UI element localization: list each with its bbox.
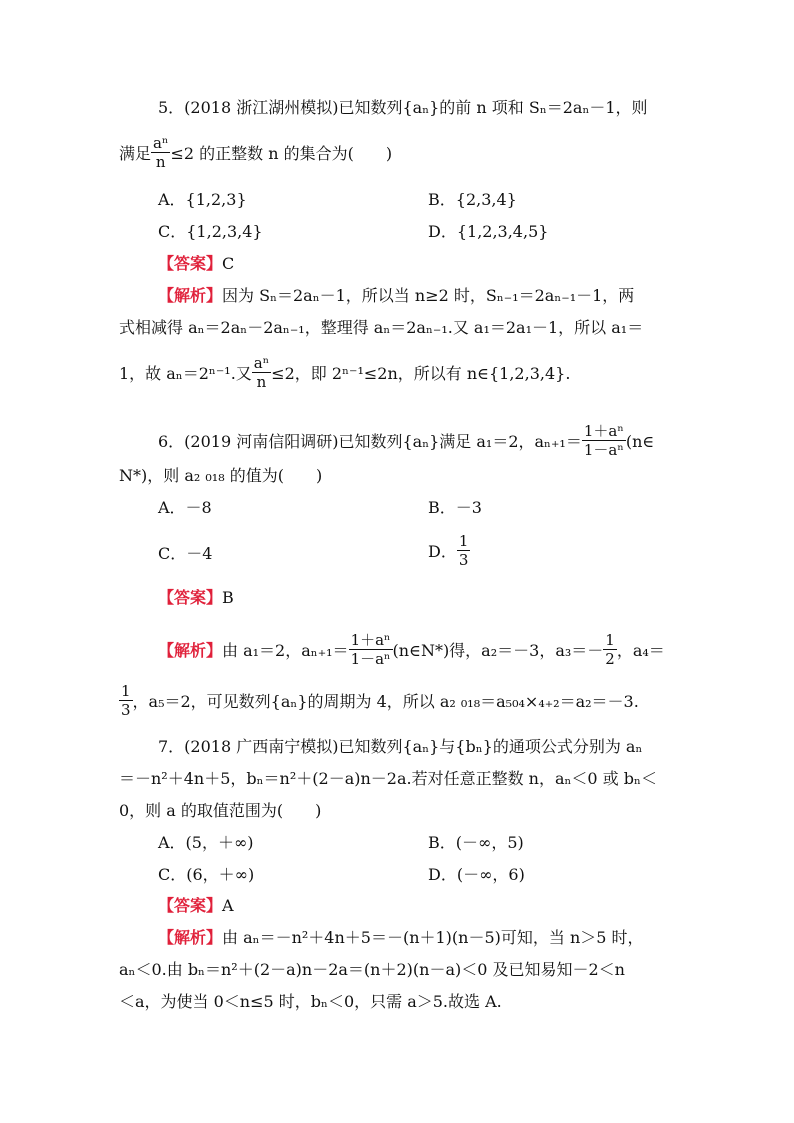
analysis-tag: 【解析】 (158, 928, 223, 947)
q5-analysis-line2: 式相减得 aₙ＝2aₙ－2aₙ₋₁，整理得 aₙ＝2aₙ₋₁.又 a₁＝2a₁－1，所以 a₁＝ (119, 318, 644, 337)
q6-optd-denominator: 3 (458, 551, 469, 569)
q6-an-frac2-denominator: 2 (605, 650, 615, 668)
q7-option-c: C．(6，＋∞) (158, 865, 255, 884)
q6-frac-numerator: 1＋aⁿ (583, 422, 624, 440)
q5-analysis-line3 (119, 356, 570, 393)
q7-option-b: B．(－∞，5) (428, 833, 524, 852)
q6-stem-fraction (582, 422, 626, 459)
answer-tag: 【答案】 (158, 254, 223, 273)
q5-answer-line (158, 253, 234, 275)
q7-analysis-text1: 由 aₙ＝－n²＋4n＋5＝－(n＋1)(n－5)可知，当 n＞5 时， (222, 928, 644, 947)
q5-analysis-fraction (252, 354, 271, 391)
q7-analysis-line3: ＜a，为使当 0＜n≤5 时，bₙ＜0，只需 a＞5.故选 A. (119, 992, 502, 1011)
q6-analysis-fraction2 (603, 631, 617, 668)
q5-stem-line1: 5．(2018 浙江湖州模拟)已知数列{aₙ}的前 n 项和 Sₙ＝2aₙ－1，则 (158, 98, 648, 117)
q7-stem-line1: 7．(2018 广西南宁模拟)已知数列{aₙ}与{bₙ}的通项公式分别为 aₙ (158, 737, 643, 756)
q6-analysis-line1 (158, 633, 665, 670)
q6-analysis-pre: 由 a₁＝2，aₙ₊₁＝ (222, 641, 349, 660)
analysis-tag: 【解析】 (158, 286, 223, 305)
q6-analysis-line2 (119, 684, 639, 721)
q6-option-b: B．－3 (428, 498, 482, 517)
q6-option-a: A．－8 (158, 498, 212, 517)
q6-analysis-fraction (349, 631, 393, 668)
q6-an-frac-numerator: 1＋aⁿ (350, 631, 391, 649)
answer-tag: 【答案】 (158, 588, 223, 607)
q7-stem-line2: ＝－n²＋4n＋5，bₙ＝n²＋(2－a)n－2a.若对任意正整数 n，aₙ＜0 或 bₙ＜ (119, 769, 657, 788)
q6-analysis-fraction3 (119, 682, 133, 719)
q7-option-d: D．(－∞，6) (428, 865, 525, 884)
q6-stem-line1 (158, 424, 654, 461)
answer-tag: 【答案】 (158, 896, 223, 915)
q5-analysis-text1: 因为 Sₙ＝2aₙ－1，所以当 n≥2 时，Sₙ₋₁＝2aₙ₋₁－1，两 (222, 286, 635, 305)
q5-analysis-pre: 1，故 aₙ＝2ⁿ⁻¹.又 (119, 364, 252, 383)
q5-option-b: B．{2,3,4} (428, 190, 517, 209)
q6-answer: B (222, 588, 234, 607)
q5-option-d: D．{1,2,3,4,5} (428, 222, 549, 241)
q6-frac-denominator: 1－aⁿ (583, 441, 624, 459)
q5-an-frac-numerator: aⁿ (253, 354, 270, 372)
q5-analysis-line1 (158, 285, 634, 307)
q7-option-a: A．(5，＋∞) (158, 833, 254, 852)
q6-analysis-mid: (n∈N*)得，a₂＝－3，a₃＝－ (392, 641, 604, 660)
q6-optd-numerator: 1 (458, 532, 469, 550)
q5-analysis-post: ≤2，即 2ⁿ⁻¹≤2n，所以有 n∈{1,2,3,4}. (271, 364, 571, 383)
analysis-tag: 【解析】 (158, 641, 223, 660)
q7-answer-line (158, 895, 234, 917)
q6-answer-line (158, 587, 234, 609)
q7-analysis-line1 (158, 927, 644, 949)
q6-an-frac-denominator: 1－aⁿ (350, 650, 391, 668)
q6-option-d-fraction (457, 532, 471, 569)
q5-answer: C (222, 254, 235, 273)
q6-analysis-post: ，a₄＝ (616, 641, 665, 660)
q5-stem-fraction (151, 134, 170, 171)
q6-option-d-label: D． (428, 542, 457, 561)
q6-an-frac3-numerator: 1 (121, 682, 131, 700)
q5-option-a: A．{1,2,3} (158, 190, 247, 209)
q5-stem-pre: 满足 (119, 144, 152, 163)
q7-analysis-line2: aₙ＜0.由 bₙ＝n²＋(2－a)n－2a＝(n＋2)(n－a)＜0 及已知易知－2＜n (119, 960, 625, 979)
q6-option-c: C．－4 (158, 544, 213, 563)
q5-stem-line2 (119, 136, 392, 173)
q5-option-c: C．{1,2,3,4} (158, 222, 263, 241)
q7-answer: A (222, 896, 234, 915)
q6-stem-line2: N*)，则 a₂ ₀₁₈ 的值为( ) (119, 466, 323, 485)
q5-an-frac-denominator: n (252, 372, 271, 391)
q5-stem-post: ≤2 的正整数 n 的集合为( ) (170, 144, 393, 163)
q6-stem-post: (n∈ (625, 432, 655, 451)
q6-analysis-line2-text: ，a₅＝2，可见数列{aₙ}的周期为 4，所以 a₂ ₀₁₈＝a₅₀₄×₄₊₂＝a₂＝－3. (132, 692, 639, 711)
q6-option-d (428, 534, 470, 571)
q6-an-frac2-numerator: 1 (605, 631, 615, 649)
q6-an-frac3-denominator: 3 (121, 701, 131, 719)
q5-frac-numerator: aⁿ (153, 134, 169, 152)
q7-stem-line3: 0，则 a 的取值范围为( ) (119, 801, 322, 820)
q6-stem-pre: 6．(2019 河南信阳调研)已知数列{aₙ}满足 a₁＝2，aₙ₊₁＝ (158, 432, 582, 451)
q5-frac-denominator: n (151, 152, 170, 171)
